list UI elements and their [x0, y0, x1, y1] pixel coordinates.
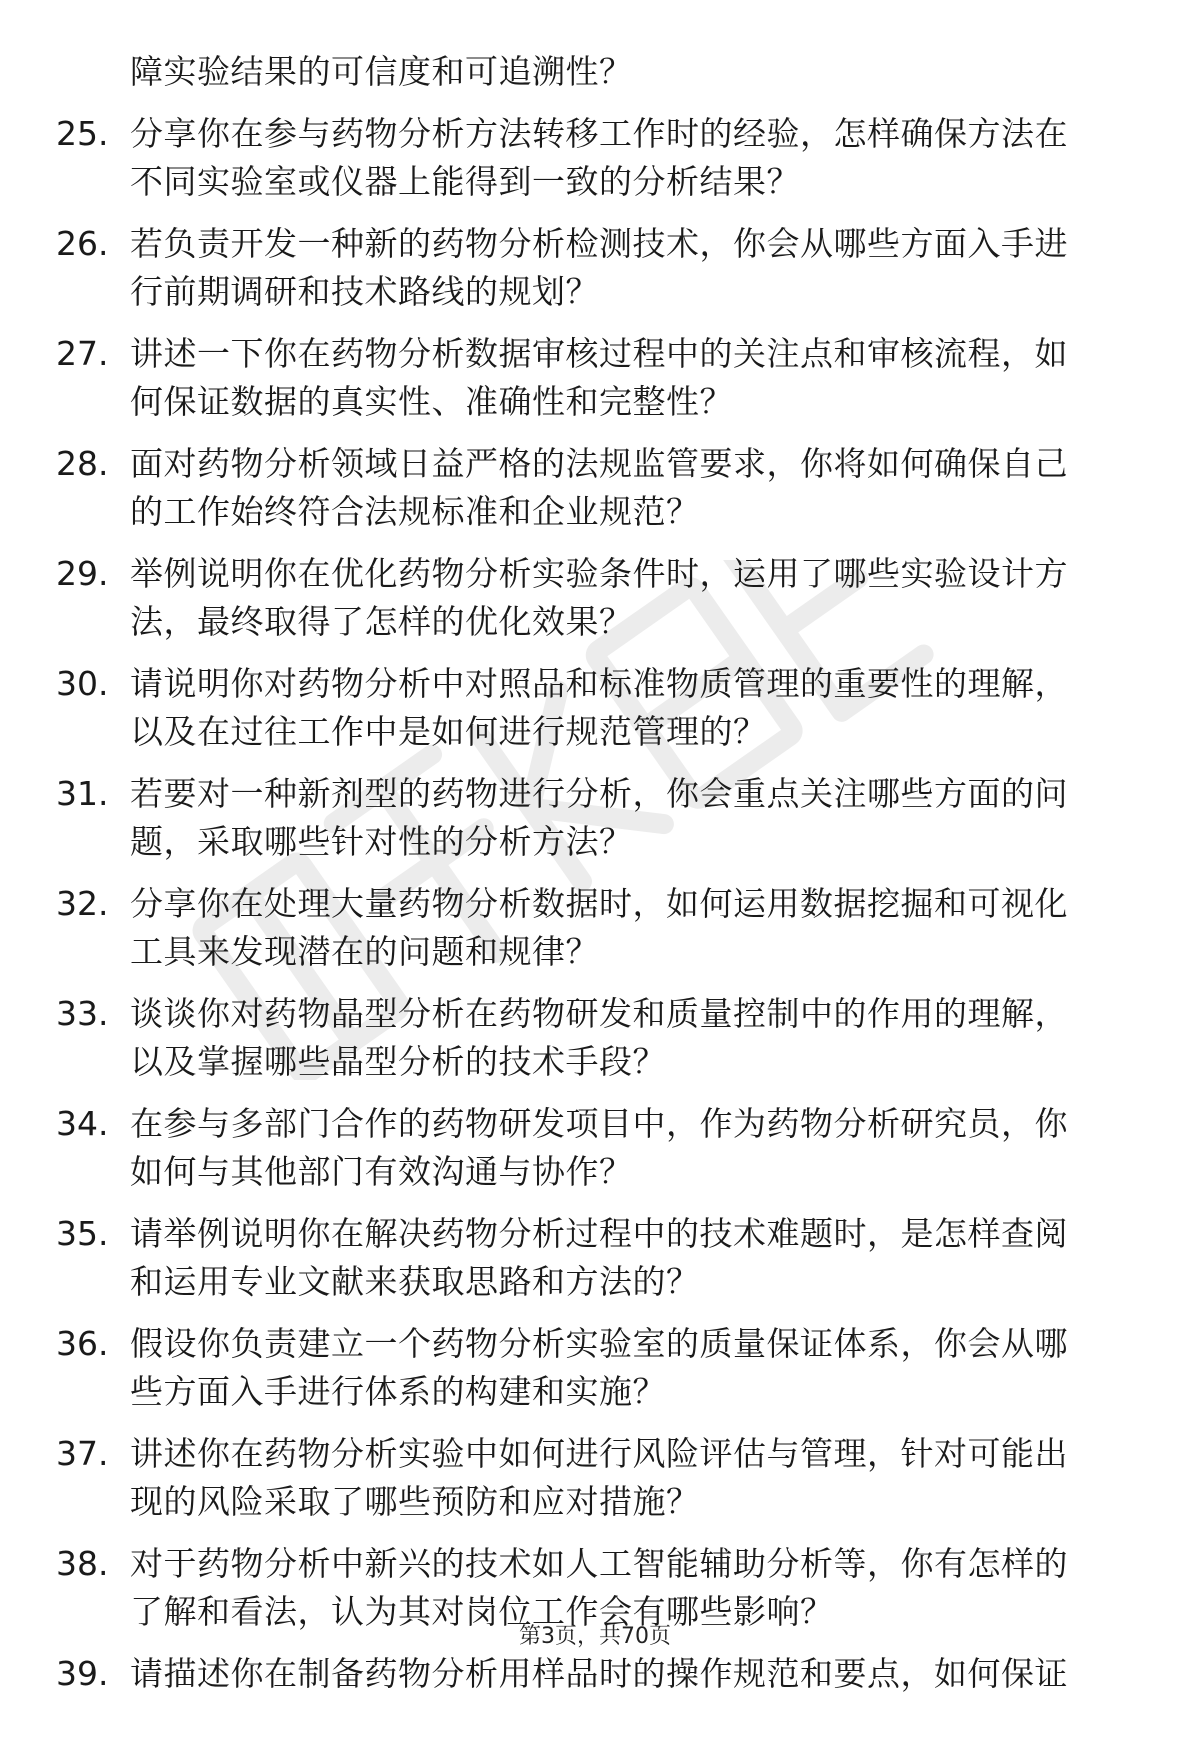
question-text — [130, 880, 1130, 976]
question-text — [130, 1320, 1130, 1416]
question-text — [130, 990, 1130, 1086]
question-number: 37. — [56, 1434, 109, 1473]
question-text-line: 请描述你在制备药物分析用样品时的操作规范和要点，如何保证 — [130, 1654, 1068, 1693]
question-text-line: 以及掌握哪些晶型分析的技术手段？ — [130, 1042, 666, 1081]
question-text-line: 若要对一种新剂型的药物进行分析，你会重点关注哪些方面的问 — [130, 774, 1068, 813]
question-item — [0, 440, 1190, 550]
question-text — [130, 1210, 1130, 1306]
question-text-line: 分享你在参与药物分析方法转移工作时的经验，怎样确保方法在 — [130, 114, 1068, 153]
question-number: 35. — [56, 1214, 109, 1253]
question-number: 27. — [56, 334, 109, 373]
question-text — [130, 660, 1130, 756]
question-item — [0, 1430, 1190, 1540]
question-text-line: 分享你在处理大量药物分析数据时，如何运用数据挖掘和可视化 — [130, 884, 1068, 923]
question-number: 31. — [56, 774, 109, 813]
question-text-line: 法，最终取得了怎样的优化效果？ — [130, 602, 633, 641]
question-number: 34. — [56, 1104, 109, 1143]
question-text — [130, 440, 1130, 536]
question-text-line: 以及在过往工作中是如何进行规范管理的？ — [130, 712, 767, 751]
question-text-line: 讲述你在药物分析实验中如何进行风险评估与管理，针对可能出 — [130, 1434, 1068, 1473]
question-number: 32. — [56, 884, 109, 923]
question-text-line: 题，采取哪些针对性的分析方法？ — [130, 822, 633, 861]
question-item — [0, 220, 1190, 330]
question-number: 26. — [56, 224, 109, 263]
question-text-line: 现的风险采取了哪些预防和应对措施？ — [130, 1482, 700, 1521]
question-item — [0, 770, 1190, 880]
question-item — [0, 330, 1190, 440]
question-text-line: 讲述一下你在药物分析数据审核过程中的关注点和审核流程，如 — [130, 334, 1068, 373]
question-text — [130, 1650, 1130, 1698]
question-text-line: 对于药物分析中新兴的技术如人工智能辅助分析等，你有怎样的 — [130, 1544, 1068, 1583]
question-item — [0, 660, 1190, 770]
question-number: 38. — [56, 1544, 109, 1583]
question-item — [0, 1320, 1190, 1430]
question-item — [0, 880, 1190, 990]
question-text — [130, 1430, 1130, 1526]
question-text-line: 了解和看法，认为其对岗位工作会有哪些影响？ — [130, 1592, 834, 1631]
question-text-line: 些方面入手进行体系的构建和实施？ — [130, 1372, 666, 1411]
question-text-line: 和运用专业文献来获取思路和方法的？ — [130, 1262, 700, 1301]
question-text — [130, 110, 1130, 206]
question-item — [0, 1210, 1190, 1320]
question-number: 25. — [56, 114, 109, 153]
question-text-line: 请举例说明你在解决药物分析过程中的技术难题时，是怎样查阅 — [130, 1214, 1068, 1253]
question-text-line: 谈谈你对药物晶型分析在药物研发和质量控制中的作用的理解， — [130, 994, 1068, 1033]
question-text-line: 不同实验室或仪器上能得到一致的分析结果？ — [130, 162, 800, 201]
question-text — [130, 770, 1130, 866]
question-item — [0, 1650, 1190, 1760]
question-item — [0, 1100, 1190, 1210]
question-number: 36. — [56, 1324, 109, 1363]
question-number: 29. — [56, 554, 109, 593]
question-list — [0, 110, 1190, 1760]
page-number: 第3页，共70页 — [519, 1624, 671, 1649]
question-text-line: 何保证数据的真实性、准确性和完整性？ — [130, 382, 733, 421]
question-text-line: 若负责开发一种新的药物分析检测技术，你会从哪些方面入手进 — [130, 224, 1068, 263]
question-text-line: 的工作始终符合法规标准和企业规范？ — [130, 492, 700, 531]
question-text — [130, 550, 1130, 646]
question-item — [0, 550, 1190, 660]
question-text-line: 假设你负责建立一个药物分析实验室的质量保证体系，你会从哪 — [130, 1324, 1068, 1363]
question-text-line: 行前期调研和技术路线的规划？ — [130, 272, 599, 311]
question-text — [130, 220, 1130, 316]
question-item — [0, 110, 1190, 220]
question-text-line: 如何与其他部门有效沟通与协作？ — [130, 1152, 633, 1191]
question-number: 39. — [56, 1654, 109, 1693]
question-text-line: 在参与多部门合作的药物研发项目中，作为药物分析研究员，你 — [130, 1104, 1068, 1143]
question-text — [130, 330, 1130, 426]
continued-question-text: 障实验结果的可信度和可追溯性？ — [130, 52, 633, 91]
question-number: 33. — [56, 994, 109, 1033]
question-text-line: 请说明你对药物分析中对照品和标准物质管理的重要性的理解， — [130, 664, 1068, 703]
question-item — [0, 990, 1190, 1100]
question-number: 28. — [56, 444, 109, 483]
question-text-line: 举例说明你在优化药物分析实验条件时，运用了哪些实验设计方 — [130, 554, 1068, 593]
question-text — [130, 1100, 1130, 1196]
question-text-line: 面对药物分析领域日益严格的法规监管要求，你将如何确保自己 — [130, 444, 1068, 483]
question-number: 30. — [56, 664, 109, 703]
question-text-line: 工具来发现潜在的问题和规律？ — [130, 932, 599, 971]
